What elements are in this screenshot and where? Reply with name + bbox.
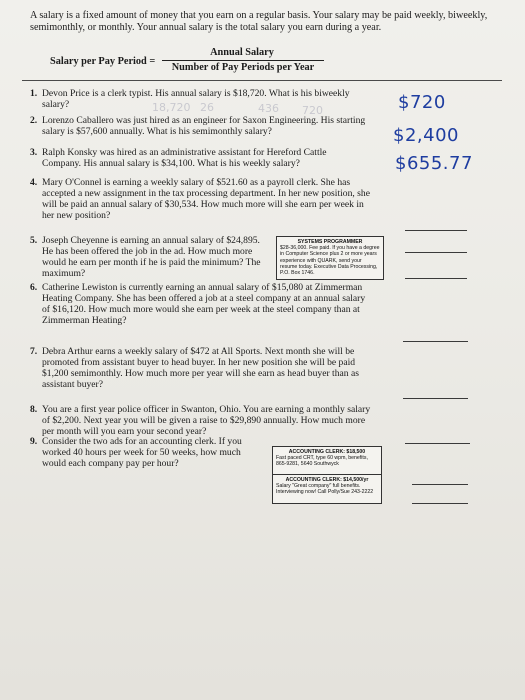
question-text: Lorenzo Caballero was just hired as an engineer for Saxon Engineering. His starting salary is $57,600 annually. What is his semimonthly salary?	[42, 115, 366, 137]
ad-body: $28-36,000. Fee paid. If you have a degree in Computer Science plus 2 or more years experience with QUARK, send your resume today. Executive Data Processing, P.O. Box 1746.	[280, 245, 380, 277]
answer-line	[405, 278, 467, 279]
answer-line	[412, 484, 468, 485]
answer-line	[412, 503, 468, 504]
handwritten-work: 436	[258, 102, 279, 115]
formula-lhs: Salary per Pay Period =	[50, 56, 156, 67]
ad-body: Salary "Great company" full benefits. Interviewing now! Call Polly/Sue 243-2222	[276, 483, 374, 496]
handwritten-work: 720	[302, 104, 323, 117]
question-number: 2.	[30, 115, 38, 126]
question-4	[30, 177, 375, 221]
systems-programmer-ad	[276, 236, 384, 280]
answer-line	[403, 398, 468, 399]
handwritten-work: 26	[200, 101, 214, 114]
formula-numerator: Annual Salary	[210, 47, 274, 58]
question-number: 8.	[30, 404, 38, 415]
answer-line	[403, 341, 468, 342]
handwritten-answer-2: $2,400	[393, 125, 459, 146]
question-text: Mary O'Connel is earning a weekly salary of $521.60 as a payroll clerk. She has accepted a new assignment in the tax processing department. In her new position, she will be paid an annual salary of $30,534. How much more will she earn per week in her new position?	[42, 177, 370, 221]
question-text: You are a first year police officer in Swanton, Ohio. You are earning a monthly salary of $2,200. Next year you will be given a raise to $29,890 annually. How much more per month will you earn your second year?	[42, 404, 371, 437]
ad-body: Fast paced CRT, type 60 wpm, benefits, 865-9281, 5640 Southwyck	[276, 455, 368, 468]
handwritten-answer-1: $720	[398, 92, 446, 113]
question-number: 1.	[30, 88, 38, 99]
question-text: Joseph Cheyenne is earning an annual salary of $24,895. He has been offered the job in the ad. How much more would he earn per month if he is paid the minimum? The maximum?	[42, 235, 261, 279]
question-text: Catherine Lewiston is currently earning an annual salary of $15,080 at Zimmerman Heating Company. She has been offered a job at a steel company at an annual salary of $16,120. How much more would she earn per week at the steel company than at Zimmerman Heating?	[42, 282, 366, 326]
question-number: 5.	[30, 235, 38, 246]
intro-paragraph: A salary is a fixed amount of money that you earn on a regular basis. Your salary may be paid weekly, biweekly, semimonthly, or monthly. Your annual salary is the total salary you earn during a year.	[30, 10, 488, 33]
question-text: Debra Arthur earns a weekly salary of $472 at All Sports. Next month she will be promoted from assistant buyer to head buyer. In her new position she will be paid $1,200 semimonthly. How much more per year will she earn as head buyer than as assistant buyer?	[42, 346, 359, 390]
salary-formula	[50, 47, 340, 77]
ad-heading: ACCOUNTING CLERK: $18,500	[288, 449, 366, 455]
fraction-bar	[162, 60, 324, 61]
question-number: 9.	[30, 436, 38, 447]
question-9	[30, 436, 262, 469]
answer-line	[405, 443, 470, 444]
question-text: Devon Price is a clerk typist. His annual salary is $18,720. What is his biweekly salary?	[42, 88, 350, 110]
question-5	[30, 235, 268, 279]
question-number: 3.	[30, 147, 38, 158]
formula-denominator: Number of Pay Periods per Year	[171, 62, 315, 73]
accounting-clerk-ad-2	[272, 474, 382, 504]
ad-heading: ACCOUNTING CLERK: $14,500/yr	[285, 477, 369, 483]
ad-heading: SYSTEMS PROGRAMMER	[297, 239, 363, 245]
question-2	[30, 115, 370, 137]
question-3	[30, 147, 365, 169]
accounting-clerk-ad-1	[272, 446, 382, 476]
question-text: Consider the two ads for an accounting clerk. If you worked 40 hours per week for 50 weeks, how much would each company pay per hour?	[42, 436, 242, 469]
question-text: Ralph Konsky was hired as an administrative assistant for Hereford Cattle Company. His annual salary is $34,100. What is his weekly salary?	[42, 147, 327, 169]
question-6	[30, 282, 375, 326]
section-divider	[22, 80, 502, 81]
question-number: 4.	[30, 177, 38, 188]
question-number: 7.	[30, 346, 38, 357]
question-number: 6.	[30, 282, 38, 293]
handwritten-work: 18,720	[152, 101, 191, 114]
question-7	[30, 346, 375, 390]
handwritten-answer-3: $655.77	[395, 153, 473, 174]
answer-line	[405, 252, 467, 253]
answer-line	[405, 230, 467, 231]
question-8	[30, 404, 375, 437]
